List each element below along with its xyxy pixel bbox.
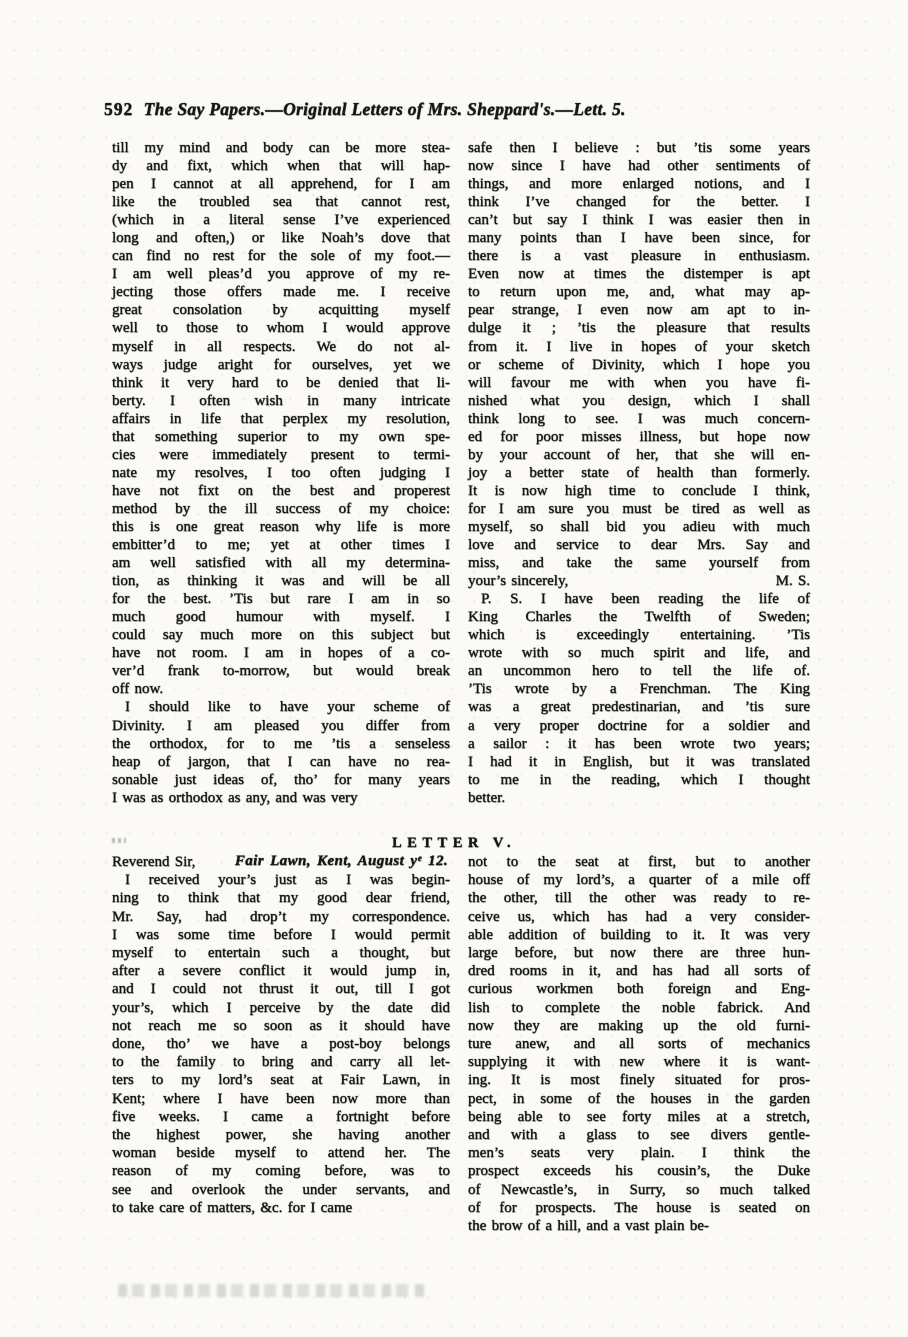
text-line: pear strange, I even now am apt to in- [468,302,810,319]
text-line: myself in all respects. We do not al- [112,338,450,355]
letter-v-right-column [468,853,810,1235]
text-line: able addition of building to it. It was very [468,926,810,943]
text-line: after a severe conflict it would jump in, [112,963,450,980]
text-line: dred rooms in it, and has had all sorts of [468,963,810,980]
text-line: could say much more on this subject but [112,627,450,644]
text-line: Even now at times the distemper is apt [468,266,810,283]
text-line: men’s seats very plain. I think the [468,1145,810,1162]
text-line: not reach me so soon as it should have [112,1017,450,1034]
text-line: Reverend Sir, [112,854,196,870]
text-line: for I am sure you must be tired as well as [468,500,810,517]
text-line: joy a better state of health than formerly. [468,464,810,481]
text-line: love and service to dear Mrs. Say and [468,537,810,554]
text-line: I am well pleas’d you approve of my re- [112,266,450,283]
text-line: and I could not thrust it out, till I got [112,981,450,998]
text-line: cies were immediately present to termi- [112,446,450,463]
text-fragment: your’s sincerely, [468,573,569,590]
text-line: done, tho’ we have a post-boy belongs [112,1036,450,1053]
text-line: by your account of her, that she will en- [468,446,810,463]
text-line: the brow of a hill, and a vast plain be- [468,1218,709,1235]
text-line: ture anew, and all sorts of mechanics [468,1036,810,1053]
text-line: now they are making up the old furni- [468,1017,810,1034]
text-line: safe then I believe : but ’tis some years [468,140,810,156]
text-line: house of my lord’s, a quarter of a mile off [468,872,810,889]
text-line: a sailor : it has been wrote two years; [468,735,810,752]
text-line: method by the ill success of my choice: [112,500,450,517]
text-line: dy and fixt, which when that will hap- [112,158,450,175]
letter-v-left-column [112,853,450,1217]
text-line: five weeks. I came a fortnight before [112,1108,450,1125]
text-line: embitter’d to me; yet at other times I [112,537,450,554]
text-line: of for prospects. The house is seated on [468,1199,810,1216]
text-line: (which in a literal sense I’ve experienced [112,212,450,229]
letter-dateline: Fair Lawn, Kent, August yᵉ 12. [234,853,448,869]
text-line: wrote with so much spirit and life, and [468,645,810,662]
text-line: ters to my lord’s seat at Fair Lawn, in [112,1072,450,1089]
text-line: I was some time before I would permit [112,926,450,943]
text-line: Mr. Say, had drop’t my correspondence. [112,908,450,925]
text-line: affairs in life that perplex my resolution, [112,410,450,427]
text-line: pect, in some of the houses in the garden [468,1090,810,1107]
text-line: berty. I often wish in many intricate [112,392,450,409]
text-line: I had it in English, but it was translated [468,753,810,770]
text-line: have not fixt on the best and properest [112,482,450,499]
text-line: nate my resolves, I too often judging I [112,464,450,481]
text-line: prospect exceeds his cousin’s, the Duke [468,1163,810,1180]
text-line: long and often,) or like Noah’s dove that [112,230,450,247]
text-fragment: M. S. [775,573,810,590]
text-line: of Newcastle’s, in Surry, so much talked [468,1181,810,1198]
text-line: sonable just ideas of, tho’ for many years [112,771,450,788]
text-line: heap of jargon, that I can have no rea- [112,753,450,770]
text-line: think I’ve changed for the better. I [468,194,810,211]
text-line: ning to think that my good dear friend, [112,890,450,907]
text-line: like the troubled sea that cannot rest, [112,194,450,211]
section1-right-column [468,139,810,807]
text-line: think long to see. I was much concern- [468,410,810,427]
text-line: reason of my coming before, was to [112,1163,450,1180]
text-line: see and overlook the under servants, and [112,1181,450,1198]
text-line: to me in the reading, which I thought [468,771,810,788]
text-line: King Charles the Twelfth of Sweden; [468,609,810,626]
header-title: The Say Papers.—Original Letters of Mrs. Sheppard's.—Lett. 5. [143,99,626,119]
text-line: dulge it ; ’tis the pleasure that results [468,320,810,337]
text-line: a very proper doctrine for a soldier and [468,717,810,734]
text-line: P. S. I have been reading the life of [481,591,810,608]
section1-left-column [112,139,450,807]
text-line: It is now high time to conclude I think, [468,482,810,499]
text-line: large before, but now there are three hun- [468,945,810,962]
text-line: to return upon me, and, what may ap- [468,284,810,301]
letter-v-heading: LETTER V. [391,835,516,851]
text-line: nished what you design, which I shall [468,392,810,409]
text-line: tion, as thinking it was and will be all [112,573,450,590]
running-header [104,99,824,120]
text-line: myself to entertain such a thought, but [112,945,450,962]
text-line: the other, till the other was ready to re- [468,890,810,907]
text-line: am well satisfied with all my determina- [112,555,450,572]
text-line: woman beside myself to attend her. The [112,1145,450,1162]
text-line: ver’d frank to-morrow, but would break [112,663,450,680]
text-line: curious workmen both foreign and Eng- [468,981,810,998]
text-line: there is a vast pleasure in enthusiasm. [468,248,810,265]
text-line: now since I have had other sentiments of [468,158,810,175]
ink-speck-artifact [112,838,126,843]
text-line: ed for poor misses illness, but hope now [468,428,810,445]
text-line: I received your’s just as I was begin- [125,872,450,889]
text-line [468,572,810,590]
text-line: was a great predestinarian, and ’tis sure [468,699,810,716]
text-line: have not room. I am in hopes of a co- [112,645,450,662]
text-line: which is exceedingly entertaining. ’Tis [468,627,810,644]
text-line: ways judge aright for ourselves, yet we [112,356,450,373]
text-line: for the best. ’Tis but rare I am in so [112,591,450,608]
text-line: and with a glass to see divers gentle- [468,1127,810,1144]
text-line: the orthodox, for to me ’tis a senseless [112,735,450,752]
text-line: supplying it with new where it is want- [468,1054,810,1071]
text-line: things, and more enlarged notions, and I [468,176,810,193]
bleedthrough-artifact [118,1284,428,1297]
text-line: jecting those offers made me. I receive [112,284,450,301]
text-line: an uncommon hero to tell the life of. [468,663,810,680]
text-line: think it very hard to be denied that li- [112,374,450,391]
text-line: till my mind and body can be more stea- [112,140,450,156]
text-line: myself, so shall bid you adieu with much [468,518,810,535]
text-line: Kent; where I have been now more than [112,1090,450,1107]
text-line: I was as orthodox as any, and was very [112,789,358,806]
text-line: will favour me with when you have fi- [468,374,810,391]
text-line: miss, and take the same yourself from [468,555,810,572]
text-line: ceive us, which has had a very consider- [468,908,810,925]
text-line: this is one great reason why life is more [112,518,450,535]
text-line: your’s, which I perceive by the date did [112,999,450,1016]
text-line: much good humour with myself. I [112,609,450,626]
page-number: 592 [104,99,134,119]
text-line: ing. It is most finely situated for pros- [468,1072,810,1089]
text-line: I should like to have your scheme of [125,699,450,716]
text-line: great consolation by acquitting myself [112,302,450,319]
text-line: can’t but say I think I was easier then in [468,212,810,229]
text-line: better. [468,789,506,806]
text-line: being able to see forty miles at a stretch, [468,1108,810,1125]
text-line: off now. [112,681,164,698]
text-line: many points than I have been since, for [468,230,810,247]
text-line: to the family to bring and carry all let- [112,1054,450,1071]
text-line: to take care of matters, &c. for I came [112,1199,353,1216]
text-line: that something superior to my own spe- [112,428,450,445]
text-line: or scheme of Divinity, which I hope you [468,356,810,373]
text-line: pen I cannot at all apprehend, for I am [112,176,450,193]
text-line: the highest power, she having another [112,1127,450,1144]
text-line: from it. I live in hopes of your sketch [468,338,810,355]
text-line: Divinity. I am pleased you differ from [112,717,450,734]
text-line: well to those to whom I would approve [112,320,450,337]
text-line: ’Tis wrote by a Frenchman. The King [468,681,810,698]
text-line: can find no rest for the sole of my foot.— [112,248,450,265]
text-line: not to the seat at first, but to another [468,854,810,870]
text-line: lish to complete the noble fabrick. And [468,999,810,1016]
